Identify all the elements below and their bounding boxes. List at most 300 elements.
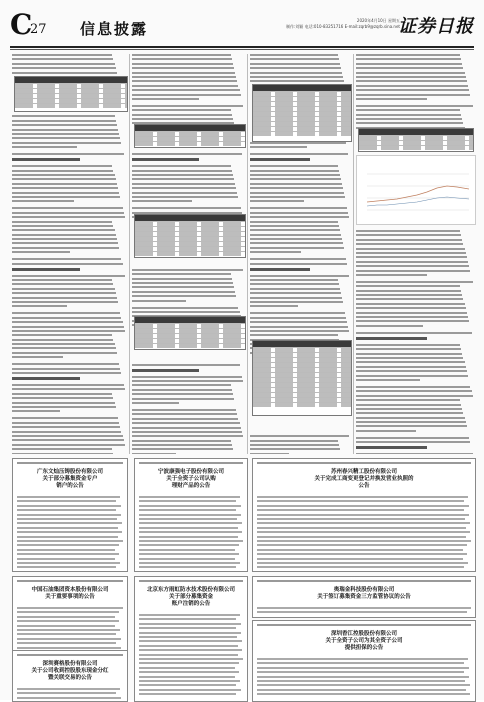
notice-heading-line: 销户的公告 [56, 483, 84, 489]
notice-heading-line: 宁波康强电子股份有限公司 [157, 469, 224, 475]
text-line [12, 453, 113, 454]
text-line [12, 393, 112, 395]
notice-heading [135, 469, 247, 490]
contact-line: 制作:刘颖 电话:010-83251716 E-mail:zqrb9@zqrb.sina.net [285, 24, 400, 29]
notice-text-line [139, 562, 240, 564]
notice-box [134, 576, 248, 702]
notice-box [134, 458, 248, 572]
chart-series-line [367, 186, 469, 202]
text-line [12, 321, 123, 323]
text-line [12, 384, 124, 386]
text-line [132, 427, 241, 429]
notice-text-line [257, 566, 464, 568]
text-line [132, 200, 192, 202]
notice-heading-line: 深圳香江控股股份有限公司 [330, 631, 397, 637]
text-line [356, 281, 473, 283]
notice-box [252, 576, 476, 618]
text-line [356, 252, 466, 254]
notice-heading-line: 理财产品的公告 [171, 483, 211, 489]
notice-text-line [17, 616, 115, 618]
issue-date: 2020年4月10日 星期五 [356, 18, 400, 23]
text-line [356, 94, 470, 96]
text-line [356, 303, 465, 305]
section-number: 27 [30, 22, 47, 37]
notice-text-line [139, 527, 238, 529]
text-line [12, 301, 118, 303]
notice-text-line [139, 693, 236, 695]
notice-heading-line: 关于重要事项的公告 [45, 594, 95, 600]
notice-text-line [257, 667, 469, 669]
text-line [12, 221, 112, 223]
text-line [132, 389, 232, 391]
notice-heading-line: 关于全资子公司认购 [166, 476, 216, 482]
text-line [12, 312, 120, 314]
notice-heading-line: 北京东方雨虹防水技术股份有限公司 [146, 587, 235, 593]
text-line [12, 283, 113, 285]
notice-text-line [17, 629, 120, 631]
notice-heading [253, 469, 475, 490]
notice-text-line [139, 496, 240, 498]
notice-box [252, 620, 476, 702]
notice-text-line [139, 632, 241, 634]
text-line [132, 444, 232, 446]
notice-text-line [139, 627, 236, 629]
text-line [12, 174, 115, 176]
text-line [132, 170, 232, 172]
notice-text-line [257, 505, 469, 507]
text-line [12, 120, 116, 122]
notice-text-line [17, 642, 116, 644]
text-line [132, 98, 199, 100]
notice-text-line [257, 500, 464, 502]
text-line [12, 377, 80, 380]
text-line [132, 89, 240, 91]
text-line [250, 207, 347, 209]
notice-text-line [139, 518, 237, 520]
text-line [250, 170, 339, 172]
notice-heading-line: 奥瑞金科技股份有限公司 [333, 587, 395, 593]
text-line [250, 326, 348, 328]
text-line [132, 114, 232, 116]
notice-text-line [17, 536, 118, 538]
notice-text-line [139, 505, 241, 507]
text-line [132, 431, 242, 433]
text-line [250, 312, 345, 314]
masthead-rule-thin [10, 49, 474, 50]
text-line [132, 384, 231, 386]
notice-text-line [139, 676, 235, 678]
text-line [132, 448, 233, 450]
text-line [250, 275, 349, 277]
notice-heading-line: 提供担保的公告 [344, 645, 384, 651]
notice-text-line [257, 671, 464, 673]
notice-text-line [17, 562, 120, 564]
notice-text-line [257, 558, 463, 560]
data-table [134, 316, 246, 350]
text-line [250, 279, 338, 281]
text-line [250, 238, 342, 240]
text-line [250, 305, 298, 307]
text-line [356, 234, 461, 236]
text-line [250, 330, 349, 332]
text-line [356, 274, 427, 276]
text-line [250, 292, 341, 294]
text-line [356, 441, 470, 443]
text-line [356, 261, 468, 263]
text-line [132, 80, 237, 82]
notice-text-line [257, 684, 470, 686]
text-line [356, 348, 461, 350]
notice-text-line [257, 658, 468, 660]
text-line [12, 422, 119, 424]
text-line [356, 230, 460, 232]
notice-heading-line: 关于完成工商变更登记并换发营业执照的 [314, 476, 414, 482]
text-line [12, 363, 119, 365]
text-line [12, 187, 118, 189]
notice-text-line [17, 500, 116, 502]
text-line [12, 317, 121, 319]
notice-meta-line [17, 654, 123, 656]
notice-heading-line: 关于签订募集资金三方监管协议的公告 [317, 594, 411, 600]
text-line [12, 183, 117, 185]
text-line [356, 76, 466, 78]
notice-text-line [17, 540, 123, 542]
text-line [12, 368, 120, 370]
text-line [12, 410, 60, 412]
text-line [12, 225, 113, 227]
text-line [132, 453, 176, 454]
text-line [250, 297, 342, 299]
text-line [356, 375, 468, 377]
text-line [12, 124, 117, 126]
notice-text-line [17, 558, 115, 560]
text-line [12, 288, 115, 290]
notice-text-line [257, 540, 471, 542]
text-line [356, 256, 467, 258]
notice-meta-line [139, 580, 243, 582]
text-line [356, 290, 461, 292]
text-line [12, 133, 119, 135]
data-table [252, 340, 352, 416]
text-line [250, 146, 307, 148]
text-line [12, 234, 116, 236]
section-title: 信息披露 [80, 20, 149, 38]
notice-meta-line [17, 462, 123, 464]
text-line [12, 388, 125, 390]
text-line [132, 398, 234, 400]
text-line [132, 291, 235, 293]
text-line [12, 426, 120, 428]
text-line [12, 275, 125, 277]
text-line [356, 265, 469, 267]
notice-meta-line [257, 624, 471, 626]
text-line [12, 372, 121, 374]
text-line [250, 63, 340, 65]
text-line [12, 247, 119, 249]
text-line [12, 142, 121, 144]
data-table [134, 124, 246, 148]
text-line [356, 89, 469, 91]
text-line [12, 439, 124, 441]
text-line [356, 307, 466, 309]
text-line [356, 379, 420, 381]
notice-text-line [17, 505, 121, 507]
notice-text-line [257, 693, 470, 695]
text-line [250, 301, 343, 303]
notice-heading-line: 广东文灿压铸股份有限公司 [36, 469, 103, 475]
notice-text-line [17, 549, 115, 551]
text-line [250, 67, 341, 69]
notice-text-line [17, 697, 121, 699]
text-line [12, 207, 123, 209]
text-line [132, 54, 231, 56]
notice-meta-line [257, 580, 471, 582]
text-line [12, 305, 67, 307]
text-line [356, 118, 462, 120]
notice-text-line [139, 623, 241, 625]
text-line [132, 440, 231, 442]
text-line [12, 402, 115, 404]
text-line [12, 192, 119, 194]
text-line [356, 316, 468, 318]
text-line [356, 248, 465, 250]
line-chart-svg [357, 156, 475, 224]
text-line [132, 393, 233, 395]
text-line [132, 192, 237, 194]
text-line [250, 283, 339, 285]
notice-text-line [17, 522, 122, 524]
notice-text-line [17, 638, 121, 640]
text-line [12, 347, 116, 349]
notice-text-line [139, 684, 236, 686]
notice-box [252, 458, 476, 572]
notice-text-line [257, 676, 469, 678]
text-line [12, 297, 117, 299]
text-line [12, 67, 116, 69]
notice-text-line [139, 536, 238, 538]
text-line [250, 58, 339, 60]
column-divider [353, 54, 354, 454]
text-line [12, 263, 123, 265]
notice-text-line [17, 692, 116, 694]
text-line [132, 67, 234, 69]
masthead-rule [10, 46, 474, 48]
text-line [356, 344, 460, 346]
text-line [356, 390, 472, 392]
text-line [132, 174, 233, 176]
text-line [250, 221, 338, 223]
text-line [250, 258, 346, 260]
notice-text-line [17, 611, 119, 613]
text-line [132, 364, 240, 366]
text-line [356, 395, 473, 397]
text-line [356, 294, 462, 296]
notice-text-line [17, 688, 120, 690]
notice-text-line [139, 566, 236, 568]
text-line [132, 273, 231, 275]
notice-text-line [139, 636, 237, 638]
notice-meta-line [257, 462, 471, 464]
text-line [356, 425, 467, 427]
notice-text-line [139, 553, 239, 555]
text-line [132, 380, 243, 382]
text-line [356, 67, 463, 69]
masthead-meta [286, 18, 400, 30]
text-line [132, 158, 199, 161]
text-line [12, 212, 124, 214]
notice-text-line [257, 514, 469, 516]
text-line [12, 352, 117, 354]
notice-heading-line: 暨关联交易的公告 [47, 675, 92, 681]
text-line [12, 435, 123, 437]
text-line [250, 440, 338, 442]
text-line [12, 397, 113, 399]
text-line [132, 72, 235, 74]
text-line [356, 298, 463, 300]
text-line [250, 247, 344, 249]
text-line [356, 80, 467, 82]
text-line [12, 417, 118, 419]
text-line [356, 114, 461, 116]
text-line [132, 76, 236, 78]
data-table [14, 76, 128, 112]
notice-text-line [17, 647, 121, 649]
text-line [356, 412, 463, 414]
text-line [132, 409, 236, 411]
text-line [12, 196, 120, 198]
text-line [356, 337, 427, 340]
notice-text-line [257, 544, 467, 546]
notice-text-line [139, 509, 236, 511]
text-line [132, 94, 241, 96]
notice-box [12, 650, 128, 702]
text-line [356, 325, 423, 327]
text-line [356, 404, 461, 406]
text-line [250, 448, 340, 450]
text-line [356, 430, 416, 432]
text-line [250, 165, 338, 167]
notice-text-line [257, 689, 466, 691]
text-line [132, 109, 231, 111]
text-line [250, 234, 341, 236]
text-line [132, 376, 242, 378]
text-line [356, 417, 465, 419]
notice-text-line [257, 553, 467, 555]
text-line [250, 153, 348, 155]
text-line [132, 118, 233, 120]
text-line [132, 58, 232, 60]
text-line [132, 402, 179, 404]
notice-heading-line: 深圳赛格股份有限公司 [42, 661, 98, 667]
text-line [12, 242, 118, 244]
column-divider [129, 54, 130, 454]
notice-text-line [139, 549, 235, 551]
notice-text-line [257, 549, 463, 551]
text-line [12, 137, 120, 139]
notice-box [12, 458, 128, 572]
notice-heading-line: 关于部分募集资金专户 [42, 476, 98, 482]
text-line [132, 153, 242, 155]
notice-text-line [257, 496, 468, 498]
text-line [12, 165, 112, 167]
line-chart [356, 155, 476, 225]
notice-text-line [139, 544, 239, 546]
text-line [132, 183, 235, 185]
notice-text-line [139, 662, 239, 664]
notice-text-line [257, 536, 466, 538]
text-line [12, 170, 113, 172]
section-letter: C [10, 8, 33, 41]
text-line [356, 98, 427, 100]
text-line [12, 54, 112, 56]
text-line [12, 339, 113, 341]
text-line [12, 63, 115, 65]
notice-text-line [139, 671, 239, 673]
notice-text-line [17, 514, 121, 516]
text-line [12, 178, 116, 180]
text-line [356, 399, 460, 401]
text-line [356, 72, 465, 74]
notice-text-line [139, 500, 236, 502]
text-line [132, 311, 240, 313]
notice-text-line [17, 625, 115, 627]
text-line [132, 165, 231, 167]
text-line [12, 330, 125, 332]
notice-heading-line: 关于部分募集资金 [168, 594, 213, 600]
text-line [132, 418, 238, 420]
notice-text-line [139, 658, 243, 660]
notice-text-line [139, 640, 242, 642]
text-line [132, 187, 236, 189]
text-line [132, 207, 241, 209]
text-line [250, 76, 343, 78]
text-line [356, 446, 427, 449]
text-line [250, 317, 346, 319]
text-line [132, 63, 233, 65]
text-line [250, 444, 339, 446]
text-line [356, 270, 470, 272]
text-line [250, 174, 340, 176]
data-table [358, 128, 474, 152]
text-column-1 [12, 54, 126, 454]
text-line [250, 334, 338, 336]
notice-text-line [17, 633, 116, 635]
notice-text-line [257, 509, 464, 511]
text-line [250, 453, 289, 454]
text-line [356, 122, 463, 124]
text-line [250, 158, 310, 161]
notice-heading-line: 公告 [358, 483, 370, 489]
notice-text-line [257, 680, 465, 682]
text-line [356, 243, 463, 245]
text-line [356, 285, 460, 287]
text-line [250, 263, 347, 265]
text-line [12, 326, 124, 328]
text-line [132, 85, 238, 87]
notice-heading [13, 661, 127, 682]
text-line [250, 200, 304, 202]
text-line [12, 343, 115, 345]
text-line [12, 444, 125, 446]
text-line [356, 361, 465, 363]
text-line [356, 312, 467, 314]
notice-heading [135, 587, 247, 608]
notice-text-line [139, 522, 242, 524]
masthead [10, 10, 474, 44]
text-line [12, 279, 112, 281]
text-line [356, 58, 461, 60]
text-line [12, 431, 121, 433]
